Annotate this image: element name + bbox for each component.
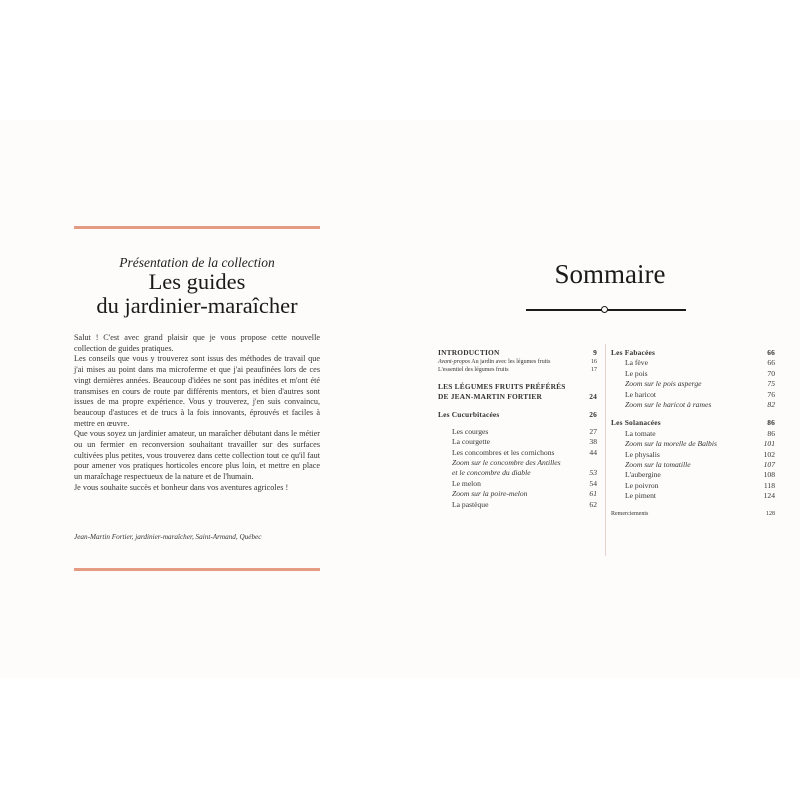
- toc-entry-zoom: Zoom sur le concombre des Antilles: [452, 457, 561, 467]
- collection-kicker: Présentation de la collection: [119, 255, 275, 270]
- toc-part-heading-line2: DE JEAN-MARTIN FORTIER 24: [438, 391, 597, 401]
- intro-paragraph: Je vous souhaite succès et bonheur dans vos aventures agricoles !: [74, 482, 289, 492]
- toc-entry: Le pois 70: [625, 368, 775, 378]
- title-line-1: Les guides: [148, 269, 246, 294]
- toc-entry-zoom: Zoom sur la poire-melon 61: [452, 489, 597, 499]
- toc-entry: Avant-propos Au jardin avec les légumes fruits 16: [438, 359, 597, 366]
- right-page: [400, 120, 800, 678]
- toc-entry: Le haricot 76: [625, 389, 775, 399]
- toc-entry: La pastèque 62: [452, 499, 597, 509]
- toc-entry: La tomate 86: [625, 428, 775, 438]
- toc-section-solanacees: Les Solanacées 86: [611, 418, 775, 428]
- toc-entry-zoom: et le concombre du diable 53: [452, 468, 597, 478]
- toc-entry: Le piment 124: [625, 491, 775, 501]
- collection-title: [60, 270, 334, 318]
- intro-paragraph: Les conseils que vous y trouverez sont issus des méthodes de travail que j'ai mises au point dans ma microferme et que j'ai peaufinées lors de ces vingt dernières années. Beaucoup d'idées ne sont pas inédites et m'ont été transmises en cours de route par différents mentors, et bien d'autres sont issues de ma propre expérience. Vous y trouverez, j'en suis convaincu, beaucoup d'astuces et de trucs à la fois innovants, éprouvés et faciles à mettre en œuvre.: [74, 354, 320, 428]
- toc-entry: Les courges 27: [452, 426, 597, 436]
- column-divider: [605, 344, 606, 556]
- toc-entry: Le poivron 118: [625, 480, 775, 490]
- toc-column-right: [611, 348, 775, 518]
- book-spread: [0, 120, 800, 678]
- toc-entry: L'essentiel des légumes fruits 17: [438, 367, 597, 374]
- intro-paragraph: Que vous soyez un jardinier amateur, un maraîcher débutant dans le métier ou un fermier en reconversion souhaitant travailler sur des surfaces cultivées plus petites, vous trouverez dans cette collection tout ce qu'il faut pour amener vos pratiques horticoles encore plus loin, et mettre en place un maraîchage respectueux de la nature et de l'humain.: [74, 429, 320, 482]
- toc-entry-introduction: INTRODUCTION 9: [438, 348, 597, 357]
- toc-section-cucurbitacees: Les Cucurbitacées 26: [438, 410, 597, 420]
- toc-part-heading: LES LÉGUMES FRUITS PRÉFÉRÉS: [438, 382, 566, 392]
- author-signature: Jean-Martin Fortier, jardinier-maraîcher, Saint-Armand, Québec: [74, 533, 262, 541]
- toc-entry: L'aubergine 108: [625, 470, 775, 480]
- intro-text: [74, 333, 320, 494]
- divider-ornament-icon: [601, 306, 608, 313]
- toc-column-left: [438, 348, 597, 510]
- toc-entry: Les concombres et les cornichons 44: [452, 447, 597, 457]
- toc-entry-zoom: Zoom sur la morelle de Balbis 101: [625, 439, 775, 449]
- toc-entry: Le physalis 102: [625, 449, 775, 459]
- top-accent-rule: [74, 226, 320, 229]
- toc-entry: Le melon 54: [452, 478, 597, 488]
- toc-title: Sommaire: [554, 259, 666, 289]
- bottom-accent-rule: [74, 568, 320, 571]
- toc-entry-zoom: Zoom sur la tomatille 107: [625, 460, 775, 470]
- toc-entry-zoom: Zoom sur le haricot à rames 82: [625, 400, 775, 410]
- toc-entry: La fève 66: [625, 358, 775, 368]
- toc-entry: La courgette 38: [452, 437, 597, 447]
- intro-paragraph: Salut ! C'est avec grand plaisir que je vous propose cette nouvelle collection de guides pratiques.: [74, 333, 320, 353]
- toc-entry-zoom: Zoom sur le pois asperge 75: [625, 379, 775, 389]
- left-page: [0, 120, 400, 678]
- toc-section-fabacees: Les Fabacées 66: [611, 348, 775, 357]
- title-line-2: du jardinier-maraîcher: [96, 293, 298, 318]
- toc-entry-thanks: Remerciements 128: [611, 510, 775, 517]
